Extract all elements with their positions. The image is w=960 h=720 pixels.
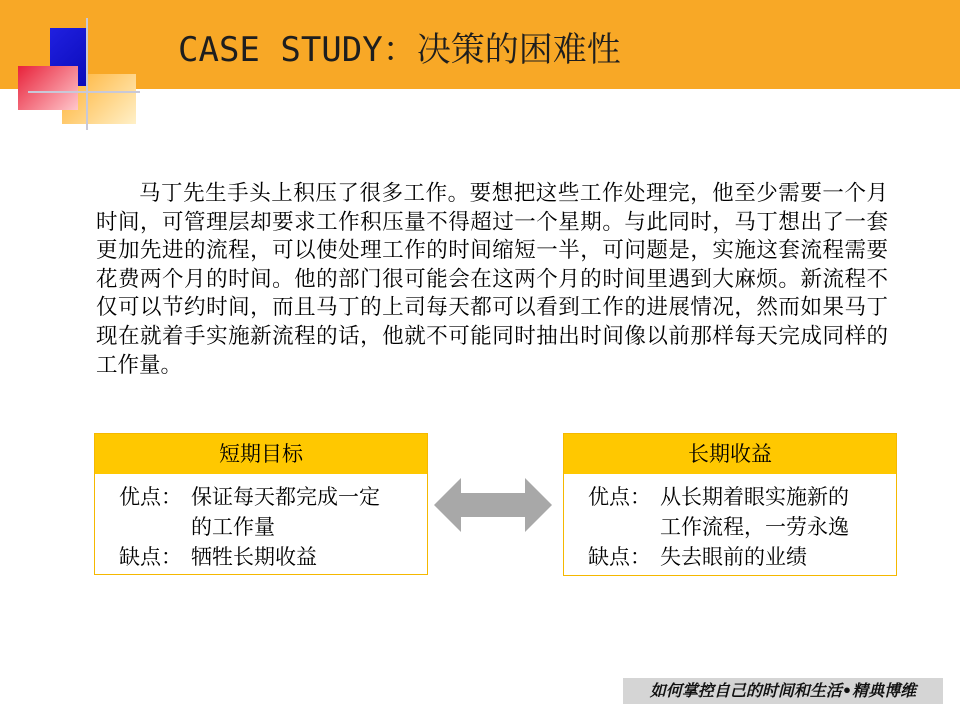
long-term-cons: 失去眼前的业绩 (660, 545, 807, 569)
decorative-line-vertical (86, 18, 88, 130)
short-term-title: 短期目标 (95, 434, 427, 474)
long-term-content (564, 474, 896, 572)
decorative-line-horizontal (28, 91, 140, 93)
short-term-pros-label: 优点： (119, 485, 182, 509)
short-term-box (94, 433, 428, 575)
long-term-box (563, 433, 897, 576)
short-term-cons: 牺牲长期收益 (191, 545, 317, 569)
short-term-pros-line1: 保证每天都完成一定 (191, 485, 380, 509)
slide-title: CASE STUDY：决策的困难性 (178, 30, 621, 70)
long-term-pros-label: 优点： (588, 485, 651, 509)
case-paragraph: 马丁先生手头上积压了很多工作。要想把这些工作处理完，他至少需要一个月时间，可管理层却要求工作积压量不得超过一个星期。与此同时，马丁想出了一套更加先进的流程，可以使处理工作的时间缩短一半，可问题是，实施这套流程需要花费两个月的时间。他的部门很可能会在这两个月的时间里遇到大麻烦。新流程不仅可以节约时间，而且马丁的上司每天都可以看到工作的进展情况，然而如果马丁现在就着手实施新流程的话，他就不可能同时抽出时间像以前那样每天完成同样的工作量。 (96, 181, 888, 378)
footer-caption: 如何掌控自己的时间和生活•精典博维 (623, 678, 943, 704)
short-term-cons-label: 缺点： (119, 545, 182, 569)
long-term-pros-line1: 从长期着眼实施新的 (660, 485, 849, 509)
double-arrow-icon (434, 478, 552, 532)
long-term-title: 长期收益 (564, 434, 896, 474)
short-term-pros-line2: 的工作量 (191, 515, 275, 539)
long-term-pros-line2: 工作流程，一劳永逸 (660, 515, 849, 539)
long-term-cons-label: 缺点： (588, 545, 651, 569)
decorative-square-red (18, 66, 78, 110)
short-term-content (95, 474, 427, 572)
